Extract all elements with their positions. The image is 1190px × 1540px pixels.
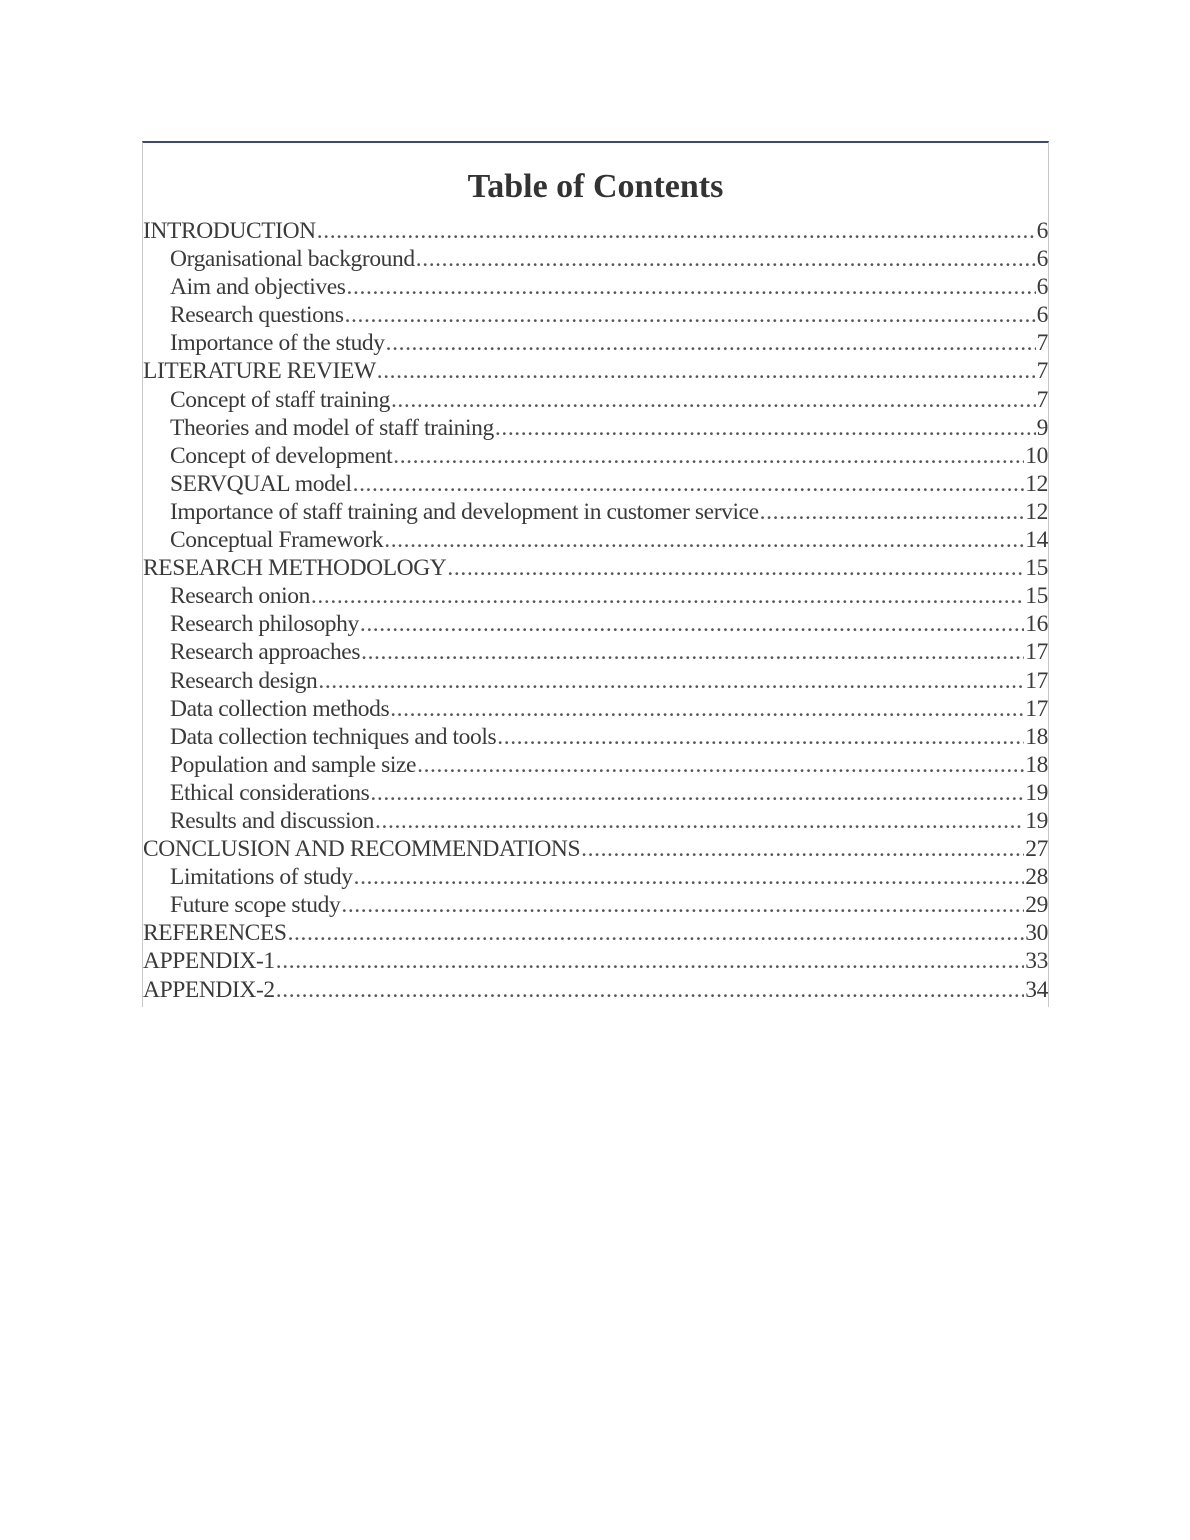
toc-dot-leader <box>377 357 1036 385</box>
toc-entry-page: 7 <box>1036 386 1048 413</box>
toc-entry[interactable] <box>143 976 1048 1004</box>
toc-entry-page: 6 <box>1036 274 1048 301</box>
toc-entry-page: 33 <box>1025 948 1048 975</box>
toc-dot-leader <box>318 667 1024 695</box>
toc-entry[interactable] <box>143 667 1048 695</box>
toc-entry[interactable] <box>143 779 1048 807</box>
toc-entry-page: 10 <box>1025 442 1048 469</box>
toc-entry[interactable] <box>143 217 1048 245</box>
toc-dot-leader <box>384 526 1024 554</box>
toc-entry[interactable] <box>143 638 1048 666</box>
toc-entry-page: 29 <box>1025 892 1048 919</box>
toc-entry[interactable] <box>143 751 1048 779</box>
toc-entry-page: 19 <box>1025 807 1048 834</box>
toc-dot-leader <box>495 414 1036 442</box>
table-of-contents <box>142 141 1049 1007</box>
toc-entry[interactable] <box>143 891 1048 919</box>
toc-dot-leader <box>353 470 1025 498</box>
toc-entry-label: Research questions <box>170 302 344 329</box>
toc-entry-label: APPENDIX-1 <box>143 948 275 975</box>
toc-entry-label: Research approaches <box>170 639 361 666</box>
toc-entry-label: Research philosophy <box>170 611 359 638</box>
toc-entry[interactable] <box>143 498 1048 526</box>
toc-entry[interactable] <box>143 947 1048 975</box>
toc-entry-label: LITERATURE REVIEW <box>143 358 376 385</box>
toc-entry-label: RESEARCH METHODOLOGY <box>143 555 447 582</box>
toc-dot-leader <box>417 751 1024 779</box>
toc-dot-leader <box>360 610 1024 638</box>
toc-entry-page: 17 <box>1025 667 1048 694</box>
toc-entry-page: 12 <box>1025 498 1048 525</box>
toc-entry[interactable] <box>143 807 1048 835</box>
toc-entry-page: 19 <box>1025 779 1048 806</box>
toc-entry-page: 7 <box>1036 358 1048 385</box>
toc-entry[interactable] <box>143 245 1048 273</box>
toc-entry[interactable] <box>143 273 1048 301</box>
toc-entry-label: INTRODUCTION <box>143 218 316 244</box>
toc-entry[interactable] <box>143 386 1048 414</box>
toc-entry-label: Research onion <box>170 583 310 610</box>
toc-dot-leader <box>311 582 1024 610</box>
toc-dot-leader <box>361 638 1024 666</box>
toc-entry-page: 34 <box>1025 976 1048 1003</box>
toc-entry-label: Concept of staff training <box>170 386 390 413</box>
toc-dot-leader <box>393 442 1024 470</box>
toc-entry[interactable] <box>143 554 1048 582</box>
toc-entry[interactable] <box>143 526 1048 554</box>
toc-entry-label: Organisational background <box>170 246 415 273</box>
toc-entry[interactable] <box>143 919 1048 947</box>
toc-dot-leader <box>276 976 1025 1004</box>
toc-entry[interactable] <box>143 301 1048 329</box>
toc-dot-leader <box>386 329 1036 357</box>
toc-entry-label: Theories and model of staff training <box>170 414 494 441</box>
toc-dot-leader <box>447 554 1024 582</box>
toc-entry-page: 6 <box>1036 218 1048 244</box>
toc-dot-leader <box>354 863 1025 891</box>
toc-entry-label: Importance of the study <box>170 330 385 357</box>
toc-dot-leader <box>391 386 1036 414</box>
toc-entry[interactable] <box>143 582 1048 610</box>
toc-entry-page: 17 <box>1025 639 1048 666</box>
toc-entry-page: 15 <box>1025 583 1048 610</box>
toc-entry-page: 16 <box>1025 611 1048 638</box>
toc-entry-label: Results and discussion <box>170 807 375 834</box>
toc-entry-label: CONCLUSION AND RECOMMENDATIONS <box>143 836 581 863</box>
toc-entry[interactable] <box>143 695 1048 723</box>
toc-dot-leader <box>581 835 1024 863</box>
toc-dot-leader <box>341 891 1024 919</box>
toc-entry[interactable] <box>143 414 1048 442</box>
toc-entry-label: Importance of staff training and development in customer service <box>170 498 759 525</box>
toc-entry-page: 9 <box>1036 414 1048 441</box>
toc-entry[interactable] <box>143 863 1048 891</box>
toc-entry-page: 7 <box>1036 330 1048 357</box>
toc-entry-page: 12 <box>1025 470 1048 497</box>
toc-list <box>143 217 1048 1004</box>
toc-dot-leader <box>497 723 1024 751</box>
toc-dot-leader <box>276 947 1025 975</box>
toc-entry-label: Ethical considerations <box>170 779 370 806</box>
toc-entry-label: Aim and objectives <box>170 274 346 301</box>
toc-dot-leader <box>375 807 1024 835</box>
toc-entry-page: 14 <box>1025 527 1048 554</box>
toc-entry[interactable] <box>143 723 1048 751</box>
toc-entry[interactable] <box>143 610 1048 638</box>
toc-entry[interactable] <box>143 470 1048 498</box>
toc-entry-page: 6 <box>1036 302 1048 329</box>
toc-entry-label: Conceptual Framework <box>170 527 384 554</box>
toc-entry[interactable] <box>143 329 1048 357</box>
toc-dot-leader <box>760 498 1025 526</box>
toc-entry-page: 28 <box>1025 864 1048 891</box>
toc-entry-label: Concept of development <box>170 442 393 469</box>
toc-entry-label: Data collection techniques and tools <box>170 723 497 750</box>
toc-entry[interactable] <box>143 835 1048 863</box>
toc-entry-label: Future scope study <box>170 892 341 919</box>
toc-dot-leader <box>317 217 1036 245</box>
toc-entry[interactable] <box>143 357 1048 385</box>
toc-entry-page: 17 <box>1025 695 1048 722</box>
toc-entry-label: Population and sample size <box>170 751 417 778</box>
toc-entry-page: 27 <box>1025 836 1048 863</box>
toc-entry-page: 15 <box>1025 555 1048 582</box>
toc-entry-label: SERVQUAL model <box>170 470 352 497</box>
toc-entry-page: 18 <box>1025 751 1048 778</box>
toc-dot-leader <box>288 919 1025 947</box>
toc-entry-label: Limitations of study <box>170 864 353 891</box>
toc-entry-page: 6 <box>1036 246 1048 273</box>
toc-entry[interactable] <box>143 442 1048 470</box>
toc-title: Table of Contents <box>467 168 724 205</box>
toc-entry-label: Data collection methods <box>170 695 390 722</box>
toc-entry-label: Research design <box>170 667 318 694</box>
toc-entry-label: REFERENCES <box>143 920 287 947</box>
toc-dot-leader <box>345 301 1036 329</box>
toc-dot-leader <box>390 695 1024 723</box>
toc-dot-leader <box>347 273 1036 301</box>
toc-dot-leader <box>370 779 1024 807</box>
toc-entry-page: 30 <box>1025 920 1048 947</box>
toc-dot-leader <box>416 245 1036 273</box>
toc-entry-label: APPENDIX-2 <box>143 976 275 1003</box>
toc-entry-page: 18 <box>1025 723 1048 750</box>
